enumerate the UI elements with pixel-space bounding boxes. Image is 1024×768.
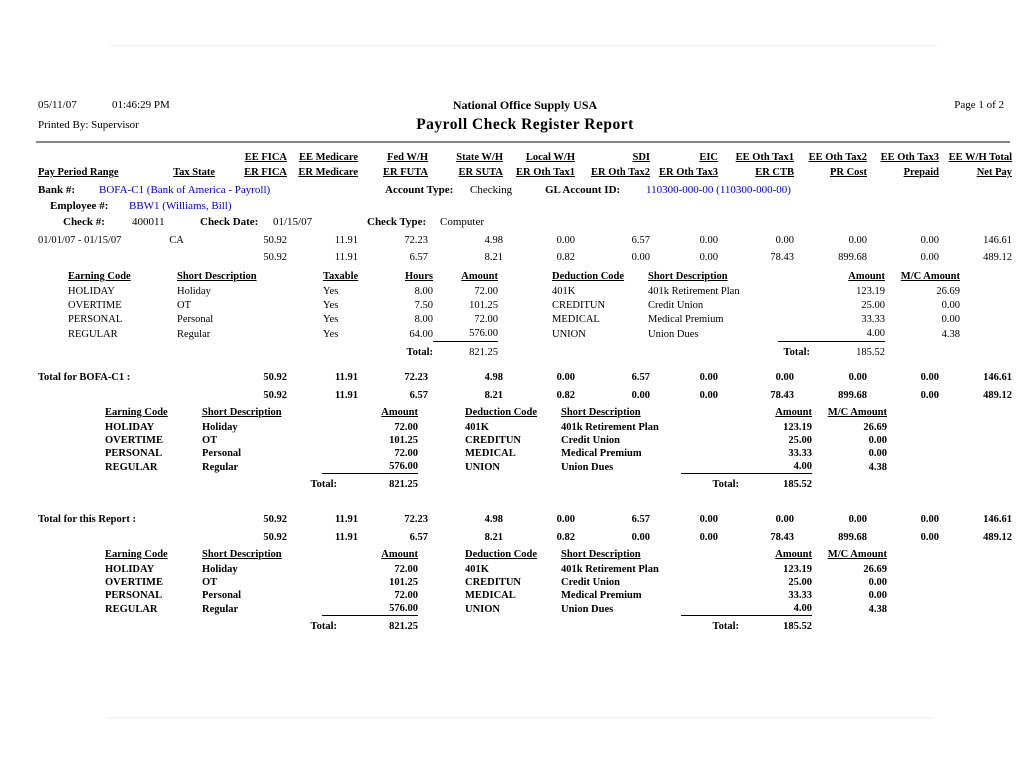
total-value: 78.43 <box>770 532 794 543</box>
earning-code: REGULAR <box>105 461 158 473</box>
bank-value-link[interactable]: BOFA-C1 (Bank of America - Payroll) <box>99 184 271 196</box>
deduction-desc: Medical Premium <box>561 590 642 601</box>
total-value: 489.12 <box>983 532 1012 543</box>
ded-total-label: Total: <box>783 347 810 358</box>
earning-desc: Regular <box>202 603 239 615</box>
col-net-pay: Net Pay <box>976 167 1012 178</box>
mc-amount-header: M/C Amount <box>900 271 960 282</box>
state-wh-value: 4.98 <box>484 235 503 246</box>
deduction-code: MEDICAL <box>465 448 516 459</box>
deduction-code: 401K <box>552 286 576 297</box>
total-value: 0.00 <box>556 372 576 383</box>
report-title: Payroll Check Register Report <box>416 116 634 133</box>
deduction-mc-amount: 0.00 <box>868 448 887 459</box>
earning-code: HOLIDAY <box>105 564 155 575</box>
earning-amount: 101.25 <box>389 435 418 446</box>
earning-code: PERSONAL <box>105 448 163 459</box>
summary-header-row <box>105 405 887 421</box>
summary-row <box>105 434 887 447</box>
earning-desc: Personal <box>202 590 242 601</box>
ee-oth-tax1-value: 0.00 <box>775 235 794 246</box>
total-value: 489.12 <box>983 390 1013 401</box>
summary-total-row <box>105 474 887 494</box>
col-local-wh: Local W/H <box>525 152 575 163</box>
deduction-code-header: Deduction Code <box>465 407 538 418</box>
short-description-header: Short Description <box>648 271 728 282</box>
earning-amount: 576.00 <box>389 603 418 614</box>
col-sdi: SDI <box>632 152 650 163</box>
deduction-code: UNION <box>465 461 501 473</box>
ee-oth-tax3-value: 0.00 <box>920 235 939 246</box>
earning-desc: Holiday <box>177 286 211 297</box>
total-value: 50.92 <box>263 390 288 401</box>
earning-hours: 64.00 <box>409 328 433 340</box>
deduction-code: CREDITUN <box>465 577 522 588</box>
bank-total-label: Total for BOFA-C1 : <box>38 372 131 383</box>
earning-amount: 576.00 <box>469 328 498 339</box>
spacer-cell <box>418 405 465 421</box>
page-edge-bottom <box>107 717 933 718</box>
deduction-code: UNION <box>552 328 586 340</box>
printed-by: Printed By: Supervisor <box>38 119 139 131</box>
deduction-amount: 33.33 <box>788 448 812 459</box>
print-date: 05/11/07 <box>38 99 77 111</box>
spacer-cell <box>418 547 465 563</box>
total-value: 0.00 <box>920 514 939 525</box>
page-edge-top <box>110 45 937 46</box>
ded-total-value: 185.52 <box>681 474 812 494</box>
total-value: 72.23 <box>404 514 428 525</box>
deduction-desc: Credit Union <box>648 300 704 311</box>
amount-header: Amount <box>848 271 885 282</box>
amount-header: Amount <box>775 549 812 560</box>
check-tax-table <box>38 232 1012 266</box>
deduction-code: MEDICAL <box>552 314 600 325</box>
detail-row <box>68 313 960 327</box>
check-row <box>38 216 1012 232</box>
total-value: 0.00 <box>848 514 867 525</box>
earning-code: HOLIDAY <box>68 286 115 297</box>
earning-amount: 72.00 <box>474 314 498 325</box>
deduction-desc: 401k Retirement Plan <box>648 286 740 297</box>
detail-row <box>68 327 960 342</box>
check-earn-deduction-table <box>68 269 960 361</box>
total-value: 0.82 <box>556 390 576 401</box>
detail-header-row <box>68 269 960 285</box>
col-ee-oth-tax2: EE Oth Tax2 <box>808 152 867 163</box>
sdi-value: 6.57 <box>631 235 650 246</box>
col-er-oth-tax2: ER Oth Tax2 <box>591 167 650 178</box>
deduction-amount: 25.00 <box>788 435 812 446</box>
earning-code: PERSONAL <box>68 314 123 325</box>
earning-desc: Personal <box>177 314 214 325</box>
detail-total-row <box>68 342 960 362</box>
taxable-header: Taxable <box>323 271 359 282</box>
mc-amount-header: M/C Amount <box>827 407 887 418</box>
total-value: 0.00 <box>631 390 651 401</box>
total-value: 11.91 <box>334 372 359 383</box>
total-value: 8.21 <box>484 532 503 543</box>
summary-row <box>105 576 887 589</box>
bank-total-ee-row <box>38 369 1012 387</box>
account-type-value: Checking <box>470 184 513 196</box>
account-type-label: Account Type: <box>385 184 454 196</box>
earning-desc: Holiday <box>202 564 238 575</box>
earning-desc: OT <box>202 435 218 446</box>
deduction-desc: Medical Premium <box>648 314 724 325</box>
deduction-desc: Credit Union <box>561 577 621 588</box>
er-medicare-value: 11.91 <box>334 252 358 263</box>
deduction-mc-amount: 0.00 <box>941 300 960 311</box>
deduction-code: 401K <box>465 564 489 575</box>
company-name: National Office Supply USA <box>452 98 598 112</box>
deduction-code-header: Deduction Code <box>552 271 625 282</box>
deduction-mc-amount: 0.00 <box>941 314 960 325</box>
total-value: 78.43 <box>770 390 795 401</box>
total-value: 50.92 <box>263 514 287 525</box>
earning-desc: Holiday <box>202 422 238 433</box>
earning-hours: 8.00 <box>414 286 433 297</box>
deduction-amount: 4.00 <box>793 461 812 472</box>
er-suta-value: 8.21 <box>484 252 503 263</box>
total-value: 0.00 <box>775 372 795 383</box>
col-er-oth-tax1: ER Oth Tax1 <box>516 167 575 178</box>
total-value: 0.00 <box>848 372 868 383</box>
summary-row <box>105 602 887 616</box>
total-value: 0.82 <box>556 532 575 543</box>
earning-taxable: Yes <box>323 314 339 325</box>
bank-row <box>38 184 1012 200</box>
detail-row <box>68 299 960 313</box>
bank-total-tax-table <box>38 369 1012 405</box>
col-er-oth-tax3: ER Oth Tax3 <box>659 167 718 178</box>
col-ee-medicare: EE Medicare <box>298 152 358 163</box>
deduction-mc-amount: 4.38 <box>868 603 887 615</box>
total-value: 11.91 <box>334 390 359 401</box>
short-description-header: Short Description <box>561 549 641 560</box>
total-value: 0.00 <box>699 532 718 543</box>
bank-label: Bank #: <box>38 184 75 196</box>
amount-header: Amount <box>381 407 418 418</box>
total-value: 6.57 <box>631 514 650 525</box>
earn-total-value: 821.25 <box>322 474 418 494</box>
prepaid-value: 0.00 <box>920 252 939 263</box>
total-value: 50.92 <box>263 372 288 383</box>
deduction-amount: 33.33 <box>788 590 812 601</box>
employee-label: Employee #: <box>50 200 109 212</box>
deduction-code: 401K <box>465 422 489 433</box>
earning-amount: 72.00 <box>394 590 418 601</box>
earning-taxable: Yes <box>323 300 339 311</box>
ee-medicare-value: 11.91 <box>334 235 358 246</box>
fed-wh-value: 72.23 <box>404 235 428 246</box>
col-er-ctb: ER CTB <box>755 167 794 178</box>
er-header-row <box>38 165 1012 180</box>
earning-amount: 72.00 <box>474 286 498 297</box>
amount-header: Amount <box>775 407 812 418</box>
summary-row <box>105 589 887 602</box>
deduction-code: MEDICAL <box>465 590 516 601</box>
total-value: 0.00 <box>920 532 939 543</box>
deduction-mc-amount: 4.38 <box>868 461 887 473</box>
pr-cost-value: 899.68 <box>838 252 867 263</box>
total-value: 0.00 <box>556 514 575 525</box>
col-tax-state: Tax State <box>173 167 215 178</box>
earning-amount: 576.00 <box>389 461 418 472</box>
earn-total-label: Total: <box>406 347 433 358</box>
er-fica-value: 50.92 <box>263 252 287 263</box>
bank-total-earn-deduction-table <box>105 405 887 493</box>
spacer-cell <box>38 249 215 266</box>
spacer-cell <box>38 150 215 165</box>
earning-amount: 101.25 <box>389 577 418 588</box>
col-ee-fica: EE FICA <box>244 152 287 163</box>
deduction-code: UNION <box>465 603 501 615</box>
col-ee-oth-tax3: EE Oth Tax3 <box>880 152 939 163</box>
earning-desc: OT <box>202 577 218 588</box>
amount-header: Amount <box>461 271 498 282</box>
report-total-earn-deduction-table <box>105 547 887 635</box>
short-description-header: Short Description <box>202 407 282 418</box>
total-value: 146.61 <box>983 372 1013 383</box>
deduction-code-header: Deduction Code <box>465 549 538 560</box>
earning-code: OVERTIME <box>105 435 163 446</box>
bank-total-er-row <box>38 387 1012 405</box>
report-total-tax-table <box>38 511 1012 547</box>
summary-row <box>105 460 887 474</box>
check-date-value: 01/15/07 <box>273 216 313 228</box>
summary-header-row <box>105 547 887 563</box>
earning-code-header: Earning Code <box>68 271 131 282</box>
col-eic: EIC <box>699 152 718 163</box>
col-er-fica: ER FICA <box>244 167 287 178</box>
employee-value-link[interactable]: BBW1 (Williams, Bill) <box>129 200 232 212</box>
deduction-desc: 401k Retirement Plan <box>561 564 659 575</box>
total-value: 899.68 <box>838 532 867 543</box>
report-total-ee-row <box>38 511 1012 529</box>
check-number-value: 400011 <box>132 216 165 228</box>
check-er-tax-row <box>38 249 1012 266</box>
total-value: 72.23 <box>404 372 429 383</box>
col-state-wh: State W/H <box>456 152 503 163</box>
total-value: 6.57 <box>409 532 428 543</box>
report-total-label: Total for this Report : <box>38 514 136 525</box>
total-value: 8.21 <box>484 390 504 401</box>
deduction-mc-amount: 26.69 <box>863 564 887 575</box>
total-value: 0.00 <box>699 514 718 525</box>
earning-hours: 7.50 <box>414 300 433 311</box>
total-value: 50.92 <box>263 532 287 543</box>
summary-total-row <box>105 616 887 636</box>
earning-code: OVERTIME <box>68 300 122 311</box>
total-value: 11.91 <box>334 532 358 543</box>
er-ctb-value: 78.43 <box>770 252 794 263</box>
deduction-code: CREDITUN <box>552 300 606 311</box>
ee-header-row <box>38 150 1012 165</box>
earning-code: HOLIDAY <box>105 422 155 433</box>
total-value: 146.61 <box>983 514 1012 525</box>
deduction-amount: 25.00 <box>861 300 885 311</box>
earning-amount: 72.00 <box>394 422 418 433</box>
check-type-label: Check Type: <box>367 216 427 228</box>
pay-period-range-value: 01/01/07 - 01/15/07 <box>38 235 122 246</box>
earn-total-label: Total: <box>310 479 337 490</box>
total-value: 0.00 <box>699 390 719 401</box>
deduction-mc-amount: 4.38 <box>941 328 960 340</box>
total-value: 899.68 <box>838 390 868 401</box>
col-er-medicare: ER Medicare <box>298 167 358 178</box>
col-ee-oth-tax1: EE Oth Tax1 <box>735 152 794 163</box>
deduction-mc-amount: 26.69 <box>936 286 960 297</box>
er-oth-tax3-value: 0.00 <box>699 252 718 263</box>
summary-row <box>105 447 887 460</box>
summary-row <box>105 421 887 434</box>
spacer-cell <box>498 269 552 285</box>
earning-desc: Regular <box>177 328 211 340</box>
check-type-value: Computer <box>440 216 484 228</box>
gl-account-value-link[interactable]: 110300-000-00 (110300-000-00) <box>646 184 791 196</box>
earning-amount: 72.00 <box>394 448 418 459</box>
deduction-amount: 25.00 <box>788 577 812 588</box>
total-value: 4.98 <box>484 372 504 383</box>
total-value: 0.00 <box>631 532 650 543</box>
report-total-er-row <box>38 529 1012 547</box>
total-value: 0.00 <box>920 372 940 383</box>
tax-column-headers <box>38 150 1012 180</box>
short-description-header: Short Description <box>561 407 641 418</box>
earning-hours: 8.00 <box>414 314 433 325</box>
deduction-desc: Union Dues <box>561 461 614 473</box>
ded-total-label: Total: <box>712 479 739 490</box>
gl-account-label: GL Account ID: <box>545 184 621 196</box>
er-futa-value: 6.57 <box>409 252 428 263</box>
page-number: Page 1 of 2 <box>954 99 1004 111</box>
col-er-suta: ER SUTA <box>458 167 503 178</box>
ee-fica-value: 50.92 <box>263 235 287 246</box>
eic-value: 0.00 <box>699 235 718 246</box>
deduction-mc-amount: 0.00 <box>868 577 887 588</box>
total-value: 4.98 <box>484 514 503 525</box>
earn-total-value: 821.25 <box>322 616 418 636</box>
tax-state-value: CA <box>169 235 184 246</box>
er-oth-tax2-value: 0.00 <box>631 252 650 263</box>
short-description-header: Short Description <box>202 549 282 560</box>
earn-total-label: Total: <box>310 621 337 632</box>
total-value: 0.00 <box>775 514 794 525</box>
earning-amount: 101.25 <box>469 300 498 311</box>
deduction-desc: Union Dues <box>561 603 614 615</box>
earning-code-header: Earning Code <box>105 549 168 560</box>
earning-code: PERSONAL <box>105 590 163 601</box>
earning-desc: Personal <box>202 448 242 459</box>
total-value: 0.00 <box>699 372 719 383</box>
earning-taxable: Yes <box>323 286 339 297</box>
check-date-label: Check Date: <box>200 216 259 228</box>
total-value: 6.57 <box>631 372 651 383</box>
col-er-futa: ER FUTA <box>382 167 428 178</box>
earning-code: REGULAR <box>105 603 158 615</box>
deduction-desc: Union Dues <box>648 328 699 340</box>
ded-total-label: Total: <box>712 621 739 632</box>
deduction-amount: 33.33 <box>861 314 885 325</box>
deduction-amount: 123.19 <box>783 422 812 433</box>
print-time: 01:46:29 PM <box>112 99 170 111</box>
earning-amount: 72.00 <box>394 564 418 575</box>
header-rule <box>36 141 1010 143</box>
short-description-header: Short Description <box>177 271 257 282</box>
deduction-amount: 4.00 <box>793 603 812 614</box>
ee-oth-tax2-value: 0.00 <box>848 235 867 246</box>
total-value: 6.57 <box>409 390 429 401</box>
deduction-desc: Credit Union <box>561 435 621 446</box>
amount-header: Amount <box>381 549 418 560</box>
summary-row <box>105 563 887 576</box>
hours-header: Hours <box>404 271 433 282</box>
deduction-amount: 123.19 <box>783 564 812 575</box>
ee-wh-total-value: 146.61 <box>983 235 1012 246</box>
total-value: 0.00 <box>920 390 940 401</box>
ded-total-value: 185.52 <box>681 616 812 636</box>
deduction-mc-amount: 0.00 <box>868 435 887 446</box>
col-ee-wh-total: EE W/H Total <box>948 152 1012 163</box>
deduction-mc-amount: 0.00 <box>868 590 887 601</box>
earning-code: REGULAR <box>68 328 118 340</box>
deduction-desc: Medical Premium <box>561 448 642 459</box>
check-ee-tax-row <box>38 232 1012 249</box>
mc-amount-header: M/C Amount <box>827 549 887 560</box>
employee-row <box>38 200 1012 216</box>
local-wh-value: 0.00 <box>556 235 575 246</box>
deduction-amount: 123.19 <box>856 286 885 297</box>
ded-total-value: 185.52 <box>778 342 885 362</box>
earn-total-value: 821.25 <box>433 342 498 362</box>
earning-taxable: Yes <box>323 328 339 340</box>
earning-desc: OT <box>177 300 191 311</box>
report-body <box>38 150 1012 635</box>
earning-code-header: Earning Code <box>105 407 168 418</box>
earning-desc: Regular <box>202 461 239 473</box>
er-oth-tax1-value: 0.82 <box>556 252 575 263</box>
deduction-code: CREDITUN <box>465 435 522 446</box>
earning-code: OVERTIME <box>105 577 163 588</box>
check-number-label: Check #: <box>63 216 105 228</box>
col-prepaid: Prepaid <box>903 167 939 178</box>
deduction-desc: 401k Retirement Plan <box>561 422 659 433</box>
deduction-amount: 4.00 <box>866 328 885 339</box>
detail-row <box>68 285 960 299</box>
deduction-mc-amount: 26.69 <box>863 422 887 433</box>
col-fed-wh: Fed W/H <box>387 152 428 163</box>
col-pr-cost: PR Cost <box>829 167 867 178</box>
col-pay-period-range: Pay Period Range <box>38 167 119 178</box>
net-pay-value: 489.12 <box>983 252 1012 263</box>
total-value: 11.91 <box>334 514 358 525</box>
